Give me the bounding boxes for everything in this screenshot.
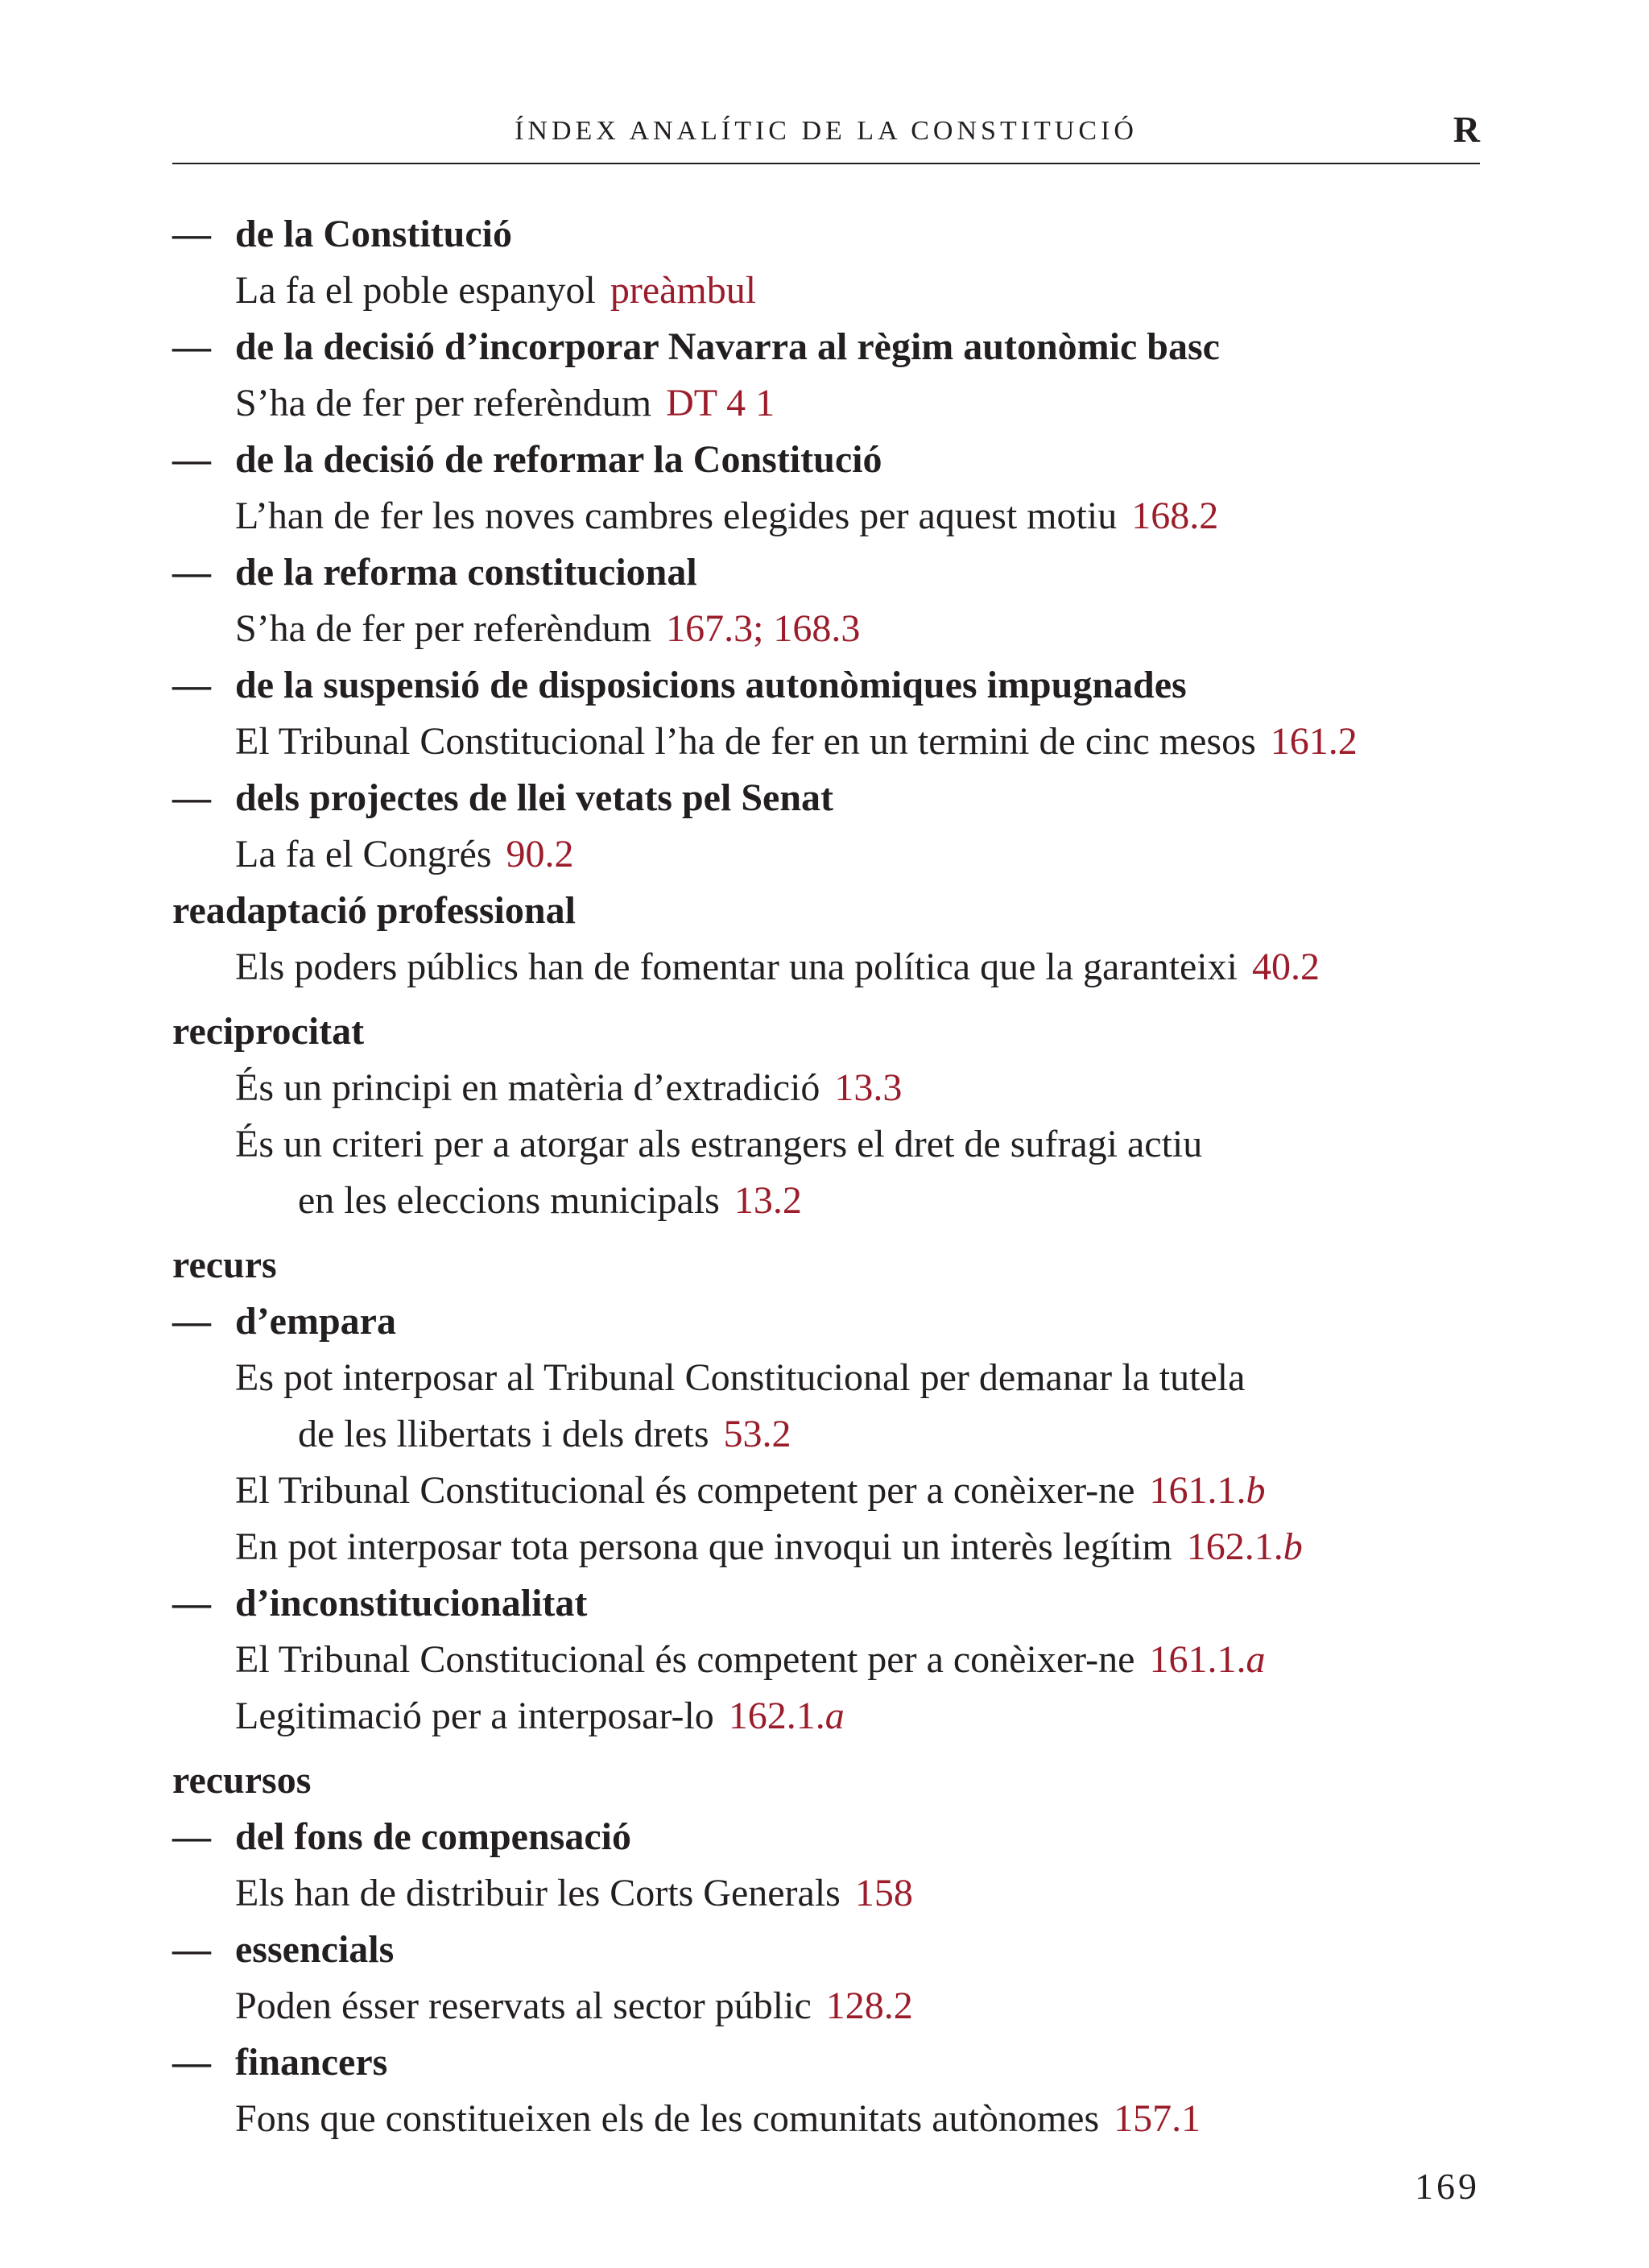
article-letter: b [1246,1469,1266,1512]
article-number: 162.1. [728,1695,825,1737]
em-dash: — [172,776,211,819]
em-dash: — [172,1582,211,1624]
entry-text: de la decisió de reformar la Constitució [235,438,882,481]
entry-text: Fons que constitueixen els de les comunitats autònomes [235,2097,1100,2140]
entry-text: de la Constitució [235,213,513,255]
index-line-desc [172,1688,1480,1744]
article-number: 40.2 [1251,946,1320,988]
article-reference [1114,2097,1201,2140]
entry-text: recursos [172,1759,312,1802]
index-line-desc [172,826,1480,883]
page-number: 169 [1415,2166,1480,2207]
article-reference [506,833,574,875]
index-line-sub [172,1575,1480,1632]
entry-text: de la reforma constitucional [235,551,697,594]
article-reference [666,382,775,424]
article-number: 162.1. [1186,1525,1283,1568]
index-line-sub [172,1293,1480,1350]
index-line-desc [172,263,1480,319]
article-reference [1149,1469,1265,1512]
index-entries [172,206,1480,2147]
running-title: ÍNDEX ANALÍTIC DE LA CONSTITUCIÓ [515,116,1138,146]
article-number: preàmbul [610,269,757,312]
em-dash: — [172,1815,211,1858]
article-number: 13.2 [734,1179,802,1222]
article-letter: b [1283,1525,1303,1568]
index-line-desc [172,714,1480,770]
entry-text: És un criteri per a atorgar als estrangers el dret de sufragi actiu [235,1123,1203,1165]
em-dash: — [172,1300,211,1343]
entry-text: La fa el poble espanyol [235,269,596,312]
entry-text: reciprocitat [172,1010,365,1053]
article-reference [610,269,756,312]
entry-text: recurs [172,1244,277,1286]
entry-text: La fa el Congrés [235,833,492,875]
page-header [172,105,1480,164]
article-number: 161.1. [1149,1469,1246,1512]
article-reference [1131,495,1218,537]
article-reference [729,1695,845,1737]
entry-text: Els poders públics han de fomentar una política que la garanteixi [235,946,1238,988]
article-reference [724,1413,791,1455]
index-line-desc [172,2091,1480,2147]
article-letter: a [1246,1638,1266,1681]
index-line-sub [172,544,1480,601]
index-line-sub [172,657,1480,714]
index-line-cont [172,1173,1480,1229]
em-dash: — [172,213,211,255]
entry-text: Els han de distribuir les Corts Generals [235,1872,841,1914]
article-number: 157.1 [1114,2097,1201,2140]
entry-text: de la decisió d’incorporar Navarra al règim autonòmic basc [235,325,1220,368]
entry-text: de la suspensió de disposicions autonòmiques impugnades [235,664,1187,706]
entry-text: Legitimació per a interposar-lo [235,1695,714,1737]
index-line-cont [172,1406,1480,1463]
index-line-sub [172,1922,1480,1978]
entry-text: El Tribunal Constitucional és competent per a conèixer-ne [235,1638,1135,1681]
index-line-sub [172,206,1480,263]
index-line-sub [172,2034,1480,2091]
article-number: 90.2 [506,833,574,875]
article-number: 53.2 [723,1413,791,1455]
index-line-sub [172,770,1480,826]
entry-text: En pot interposar tota persona que invoqui un interès legítim [235,1525,1172,1568]
article-number: 128.2 [825,1984,913,2027]
article-number: 13.3 [834,1066,903,1109]
entry-text: S’ha de fer per referèndum [235,382,652,424]
article-number: 158 [854,1872,913,1914]
entry-text: financers [235,2041,388,2084]
index-line-desc [172,939,1480,995]
article-number: 168.2 [1131,495,1219,537]
article-reference [826,1984,913,2027]
entry-text: readaptació professional [172,889,576,932]
article-reference [666,607,860,650]
article-number: 167.3; 168.3 [666,607,861,650]
index-line-desc [172,1116,1480,1173]
entry-text: Es pot interposar al Tribunal Constitucional per demanar la tutela [235,1356,1246,1399]
article-number: DT 4 1 [666,382,775,424]
entry-text: del fons de compensació [235,1815,631,1858]
article-reference [834,1066,902,1109]
index-line-sub [172,432,1480,488]
entry-text: essencials [235,1928,395,1971]
article-number: 161.2 [1270,720,1358,763]
index-line-head [172,1753,1480,1809]
entry-text: en les eleccions municipals [298,1179,720,1222]
entry-text: El Tribunal Constitucional és competent per a conèixer-ne [235,1469,1135,1512]
article-reference [1252,946,1320,988]
article-reference [855,1872,913,1914]
article-reference [1271,720,1358,763]
section-letter: R [1453,109,1480,150]
index-line-desc [172,1978,1480,2034]
entry-text: d’empara [235,1300,396,1343]
index-line-desc [172,1060,1480,1116]
entry-text: És un principi en matèria d’extradició [235,1066,820,1109]
em-dash: — [172,2041,211,2084]
em-dash: — [172,438,211,481]
index-line-desc [172,1632,1480,1688]
article-reference [1187,1525,1303,1568]
entry-text: Poden ésser reservats al sector públic [235,1984,812,2027]
article-number: 161.1. [1149,1638,1246,1681]
em-dash: — [172,664,211,706]
em-dash: — [172,551,211,594]
entry-text: S’ha de fer per referèndum [235,607,652,650]
index-line-desc [172,1865,1480,1922]
index-line-desc [172,601,1480,657]
index-line-desc [172,1519,1480,1575]
index-line-desc [172,375,1480,432]
index-line-head [172,1237,1480,1293]
index-line-desc [172,488,1480,544]
entry-text: L’han de fer les noves cambres elegides per aquest motiu [235,495,1118,537]
article-letter: a [824,1695,845,1737]
em-dash: — [172,325,211,368]
entry-text: El Tribunal Constitucional l’ha de fer en un termini de cinc mesos [235,720,1256,763]
entry-text: dels projectes de llei vetats pel Senat [235,776,833,819]
index-line-desc [172,1350,1480,1406]
article-reference [734,1179,802,1222]
index-line-head [172,883,1480,939]
index-line-sub [172,319,1480,375]
index-line-head [172,1004,1480,1060]
entry-text: d’inconstitucionalitat [235,1582,588,1624]
index-line-sub [172,1809,1480,1865]
entry-text: de les llibertats i dels drets [298,1413,709,1455]
article-reference [1149,1638,1265,1681]
em-dash: — [172,1928,211,1971]
index-line-desc [172,1463,1480,1519]
